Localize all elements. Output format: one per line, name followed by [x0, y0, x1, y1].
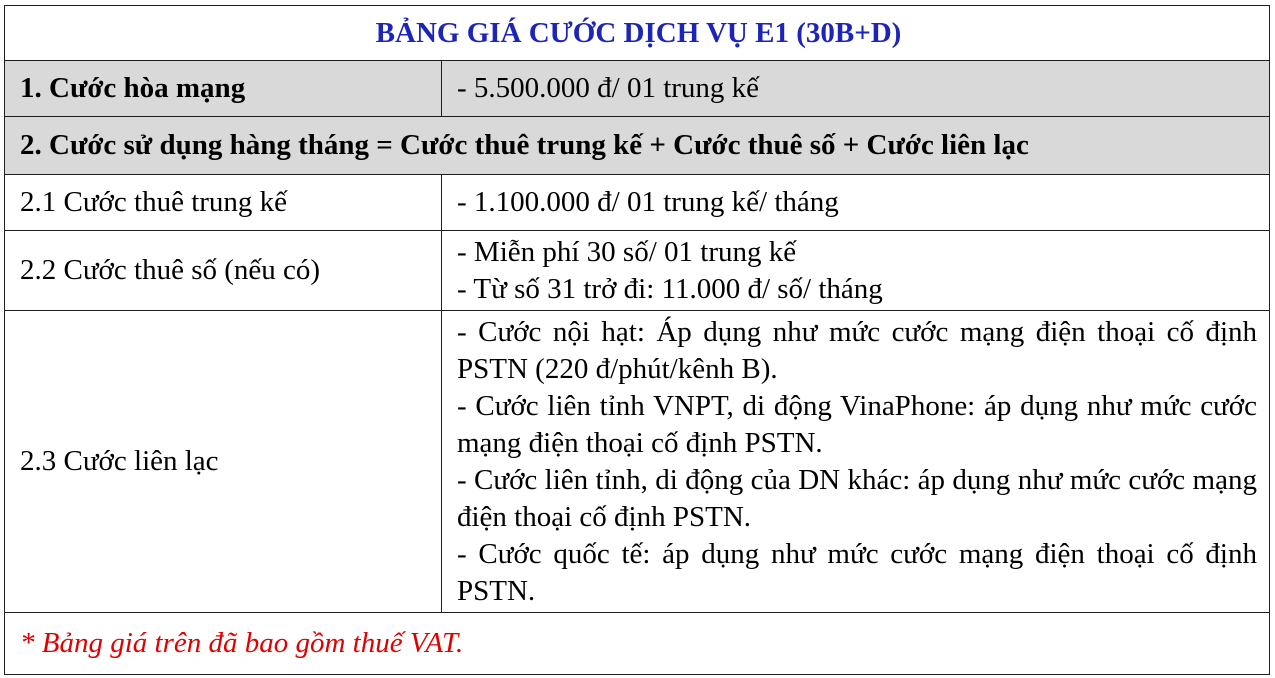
lien-lac-item-noi-hat: - Cước nội hạt: Áp dụng như mức cước mạng điện thoại cố định PSTN (220 đ/phút/kênh B). [457, 315, 1257, 385]
lien-lac-item-dn-khac: - Cước liên tỉnh, di động của DN khác: áp dụng như mức cước mạng điện thoại cố định PSTN. [457, 463, 1257, 533]
table-title: BẢNG GIÁ CƯỚC DỊCH VỤ E1 (30B+D) [5, 6, 1270, 61]
row-su-dung-hang-thang-label: 2. Cước sử dụng hàng tháng = Cước thuê trung kế + Cước thuê số + Cước liên lạc [5, 117, 1270, 175]
thue-so-line-2: - Từ số 31 trở đi: 11.000 đ/ số/ tháng [457, 272, 883, 305]
title-row [5, 6, 1270, 61]
row-thue-so [5, 231, 1270, 311]
row-lien-lac-value [442, 311, 1270, 613]
row-thue-trung-ke-label: 2.1 Cước thuê trung kế [5, 175, 442, 231]
note-row [5, 613, 1270, 675]
row-lien-lac-label: 2.3 Cước liên lạc [5, 311, 442, 613]
row-hoa-mang-label: 1. Cước hòa mạng [5, 61, 442, 117]
lien-lac-item-lien-tinh-vnpt: - Cước liên tỉnh VNPT, di động VinaPhone: áp dụng như mức cước mạng điện thoại cố định PSTN. [457, 389, 1257, 459]
row-thue-so-value [442, 231, 1270, 311]
lien-lac-item-quoc-te: - Cước quốc tế: áp dụng như mức cước mạng điện thoại cố định PSTN. [457, 537, 1257, 607]
row-thue-trung-ke-value: - 1.100.000 đ/ 01 trung kế/ tháng [442, 175, 1270, 231]
vat-note: * Bảng giá trên đã bao gồm thuế VAT. [5, 613, 1270, 675]
row-su-dung-hang-thang [5, 117, 1270, 175]
row-lien-lac [5, 311, 1270, 613]
price-table [4, 5, 1270, 675]
thue-so-line-1: - Miễn phí 30 số/ 01 trung kế [457, 235, 797, 268]
row-hoa-mang-value: - 5.500.000 đ/ 01 trung kế [442, 61, 1270, 117]
row-hoa-mang [5, 61, 1270, 117]
row-thue-so-label: 2.2 Cước thuê số (nếu có) [5, 231, 442, 311]
row-thue-trung-ke [5, 175, 1270, 231]
